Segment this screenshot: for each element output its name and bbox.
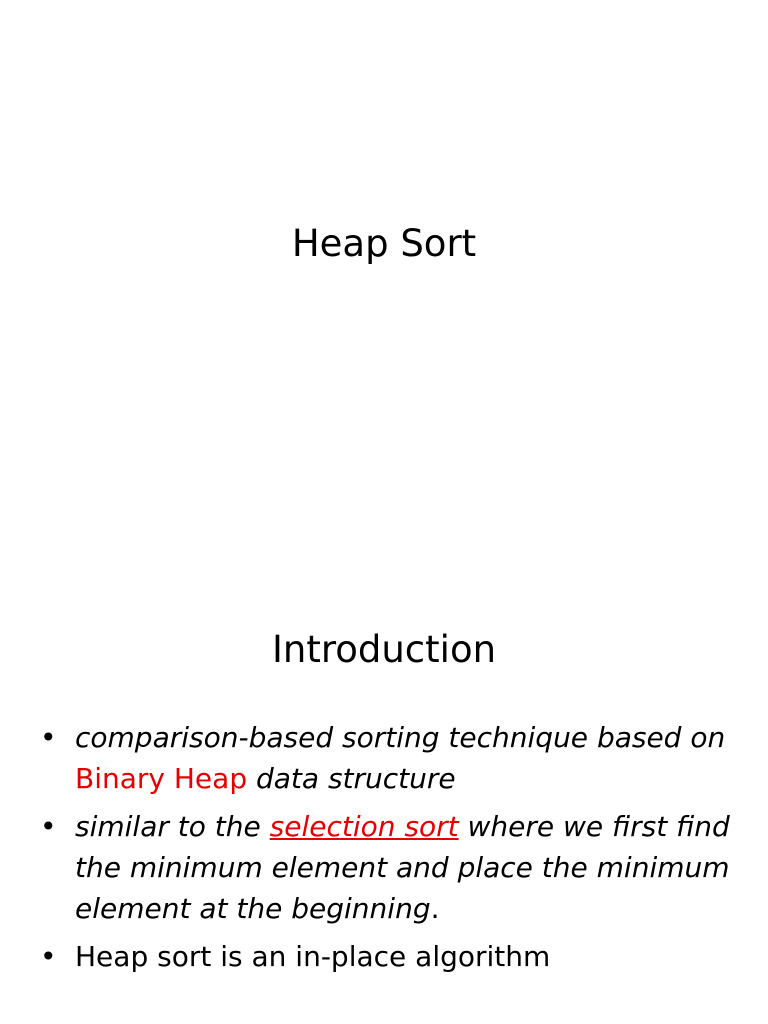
bullet-item-2 <box>40 806 730 929</box>
bullet-item-1 <box>40 717 730 799</box>
slide-title: Heap Sort <box>291 222 477 265</box>
bullet-2-period: . <box>430 892 440 925</box>
binary-heap-term: Binary Heap <box>75 762 248 795</box>
bullet-1-text-end: data structure <box>247 762 456 795</box>
slide-heading: Introduction <box>271 628 497 671</box>
slide-2 <box>0 512 768 1024</box>
selection-sort-link[interactable]: selection sort <box>269 810 459 843</box>
bullet-item-3 <box>40 936 730 977</box>
bullet-list <box>40 717 730 984</box>
bullet-3-text: Heap sort is an in-place algorithm <box>75 940 551 973</box>
bullet-2-text: similar to the <box>75 810 270 843</box>
bullet-1-text: comparison-based sorting technique based on <box>75 721 726 754</box>
bullet-2-text-end: where we first find the minimum element and place the minimum element at the beginning <box>75 810 730 925</box>
